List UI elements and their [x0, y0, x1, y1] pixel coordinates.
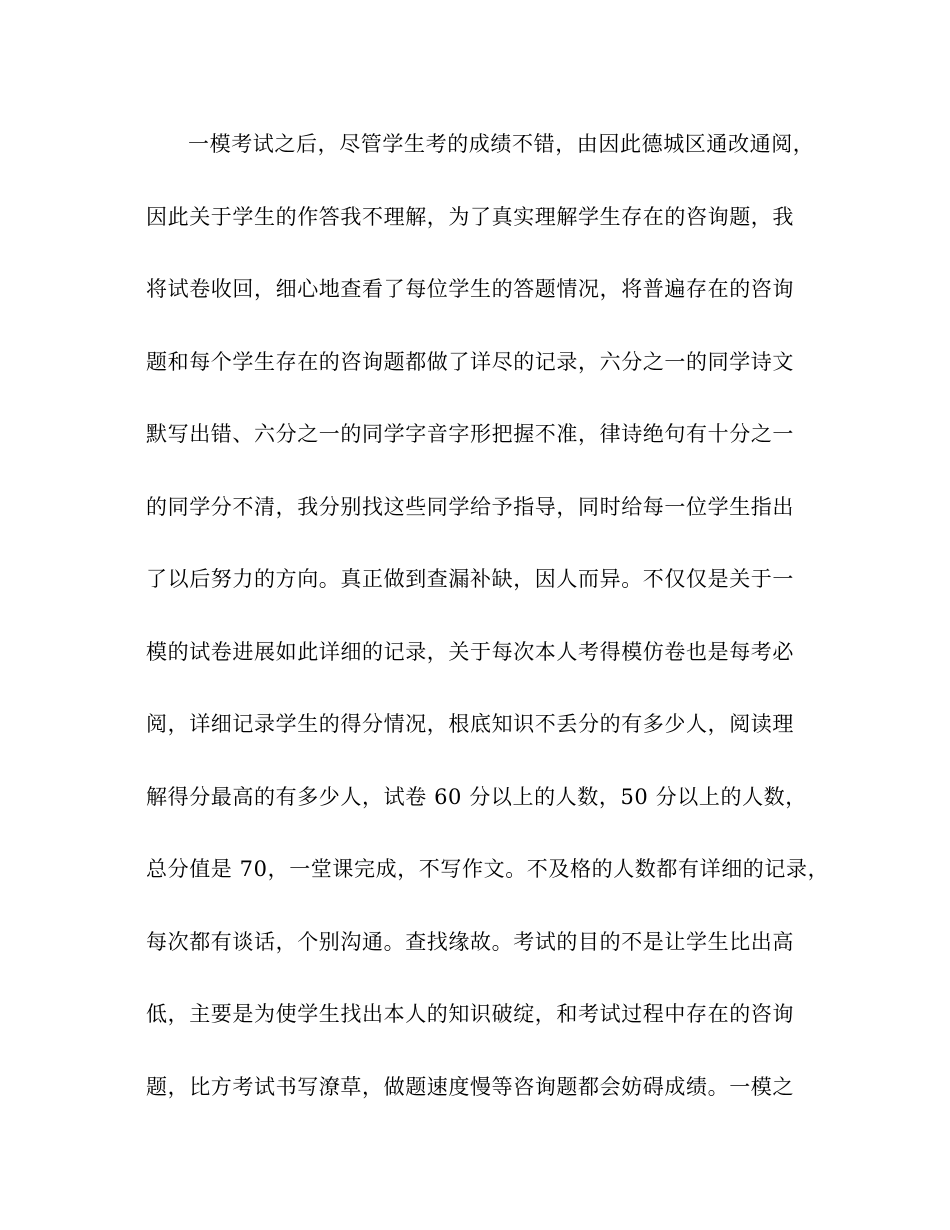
- text-line-7: 了以后努力的方向。真正做到查漏补缺，因人而异。不仅仅是关于一: [146, 567, 794, 591]
- text-line-14: 题，比方考试书写潦草，做题速度慢等咨询题都会妨碍成绩。一模之: [146, 1074, 794, 1099]
- text-line-9: 阅，详细记录学生的得分情况，根底知识不丢分的有多少人，阅读理: [146, 712, 794, 736]
- text-line-10: 解得分最高的有多少人，试卷 60 分以上的人数，50 分以上的人数，: [146, 784, 807, 809]
- text-line-8: 模的试卷进展如此详细的记录，关于每次本人考得模仿卷也是每考必: [146, 639, 794, 664]
- text-line-13: 低，主要是为使学生找出本人的知识破绽，和考试过程中存在的咨询: [146, 1002, 794, 1026]
- text-line-12: 每次都有谈话，个别沟通。查找缘故。考试的目的不是让学生比出高: [146, 929, 794, 954]
- text-line-3: 将试卷收回，细心地查看了每位学生的答题情况，将普遍存在的咨询: [146, 277, 794, 301]
- body-paragraph: [146, 122, 830, 1137]
- text-line-4: 题和每个学生存在的咨询题都做了详尽的记录，六分之一的同学诗文: [146, 349, 794, 374]
- text-line-11: 总分值是 70，一堂课完成，不写作文。不及格的人数都有详细的记录，: [146, 857, 830, 881]
- text-line-6: 的同学分不清，我分别找这些同学给予指导，同时给每一位学生指出: [146, 494, 794, 519]
- text-line-1: 一模考试之后，尽管学生考的成绩不错，由因此德城区通改通阅，: [188, 132, 815, 156]
- text-line-2: 因此关于学生的作答我不理解，为了真实理解学生存在的咨询题，我: [146, 204, 794, 229]
- text-line-5: 默写出错、六分之一的同学字音字形把握不准，律诗绝句有十分之一: [146, 422, 794, 446]
